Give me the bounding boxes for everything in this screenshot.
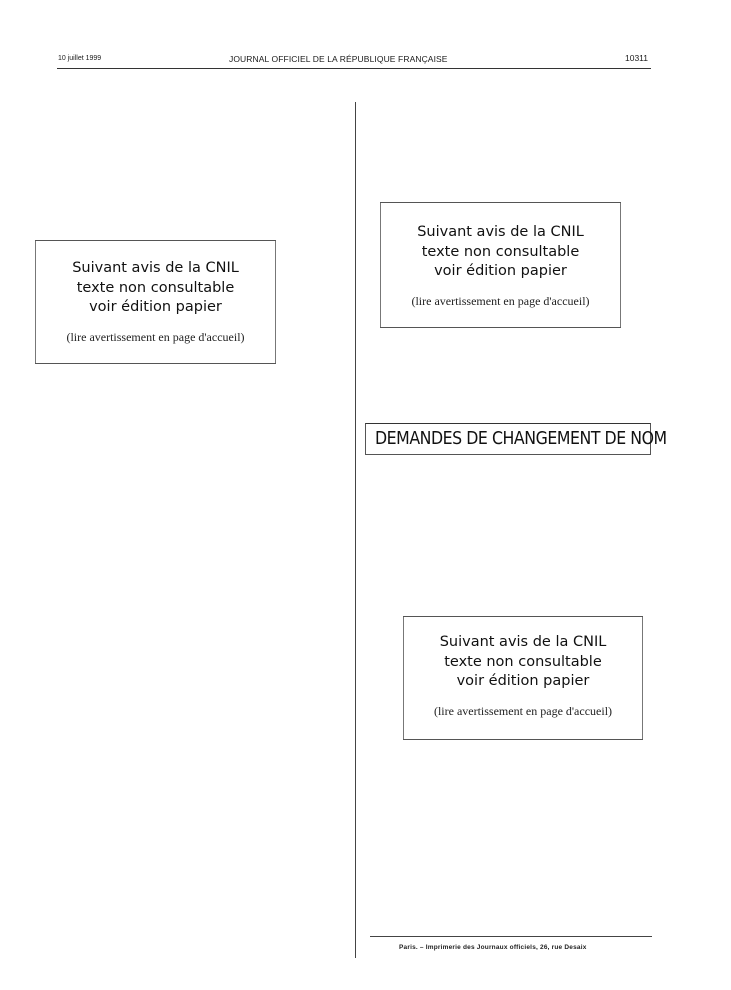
- notice-line: texte non consultable: [421, 243, 580, 260]
- notice-line: texte non consultable: [444, 653, 602, 670]
- notice-line: texte non consultable: [76, 279, 235, 296]
- printer-imprint: Paris. – Imprimerie des Journaux officiels, 26, rue Desaix: [399, 944, 587, 951]
- journal-title: JOURNAL OFFICIEL DE LA RÉPUBLIQUE FRANÇAISE: [229, 54, 448, 64]
- notice-bottom-rule: [35, 363, 276, 364]
- notice-top-rule: [380, 202, 621, 203]
- issue-date: 10 juillet 1999: [58, 55, 102, 62]
- cnil-notice-box: [380, 202, 621, 328]
- notice-line: Suivant avis de la CNIL: [72, 260, 239, 276]
- section-heading: DEMANDES DE CHANGEMENT DE NOM: [375, 429, 667, 449]
- notice-note: (lire avertissement en page d'accueil): [66, 329, 245, 344]
- column-divider: [355, 102, 356, 958]
- header-divider: [57, 68, 651, 69]
- notice-top-rule: [403, 616, 643, 617]
- notice-line: voir édition papier: [434, 263, 567, 279]
- notice-line: Suivant avis de la CNIL: [417, 224, 584, 240]
- notice-top-rule: [35, 240, 276, 241]
- notice-line: voir édition papier: [89, 299, 222, 315]
- notice-line: voir édition papier: [456, 673, 590, 689]
- footer-divider: [370, 936, 652, 937]
- notice-note: (lire avertissement en page d'accueil): [411, 293, 590, 308]
- notice-note: (lire avertissement en page d'accueil): [433, 703, 613, 718]
- section-heading-box: [365, 423, 667, 455]
- notice-bottom-rule: [380, 327, 621, 328]
- page-header: [58, 52, 650, 66]
- cnil-notice-box: [35, 240, 276, 364]
- page-number: 10311: [624, 53, 648, 63]
- cnil-notice-box: [403, 616, 643, 740]
- notice-line: Suivant avis de la CNIL: [439, 634, 607, 650]
- notice-bottom-rule: [403, 739, 643, 740]
